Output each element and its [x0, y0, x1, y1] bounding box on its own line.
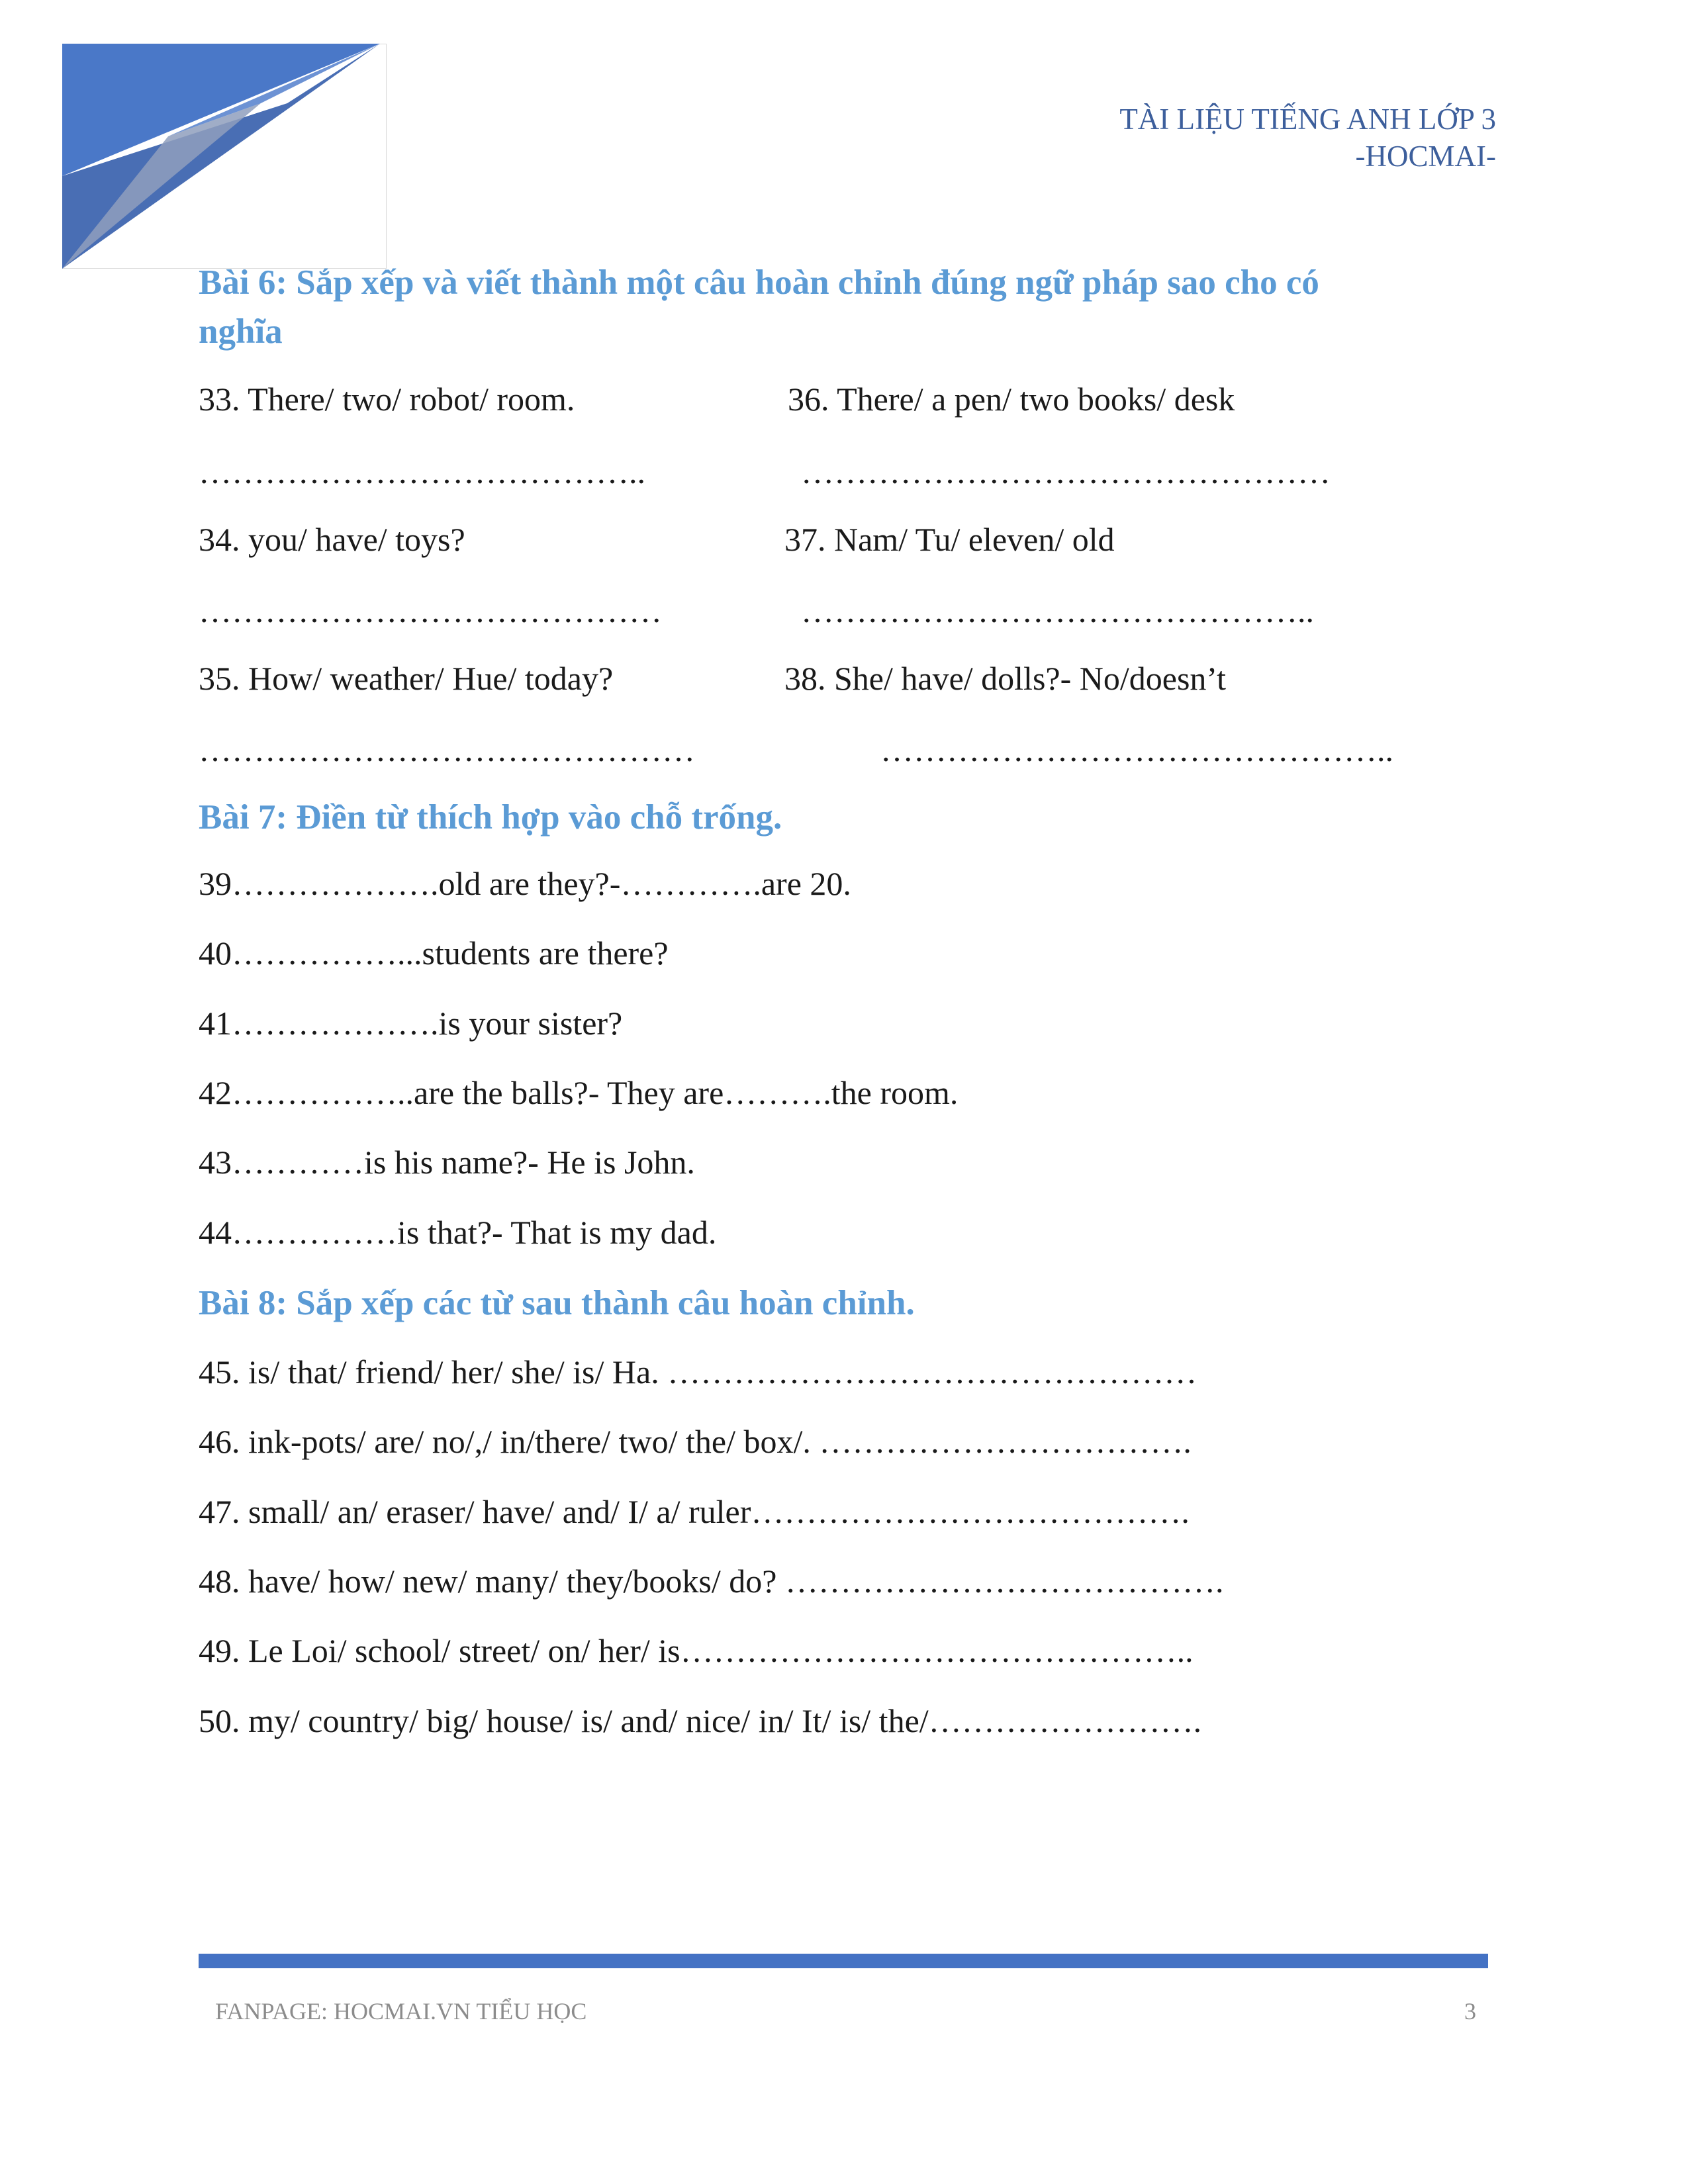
question-43: 43…………is his name?- He is John.: [199, 1144, 695, 1181]
question-44: 44……………is that?- That is my dad.: [199, 1214, 717, 1251]
question-37: 37. Nam/ Tu/ eleven/ old: [784, 521, 1115, 558]
question-35: 35. How/ weather/ Hue/ today?: [199, 660, 614, 697]
question-46: 46. ink-pots/ are/ no/,/ in/there/ two/ the/ box/. …………………………….: [199, 1423, 1192, 1460]
question-36: 36. There/ a pen/ two books/ desk: [788, 381, 1235, 418]
question-50: 50. my/ country/ big/ house/ is/ and/ nice/ in/ It/ is/ the/…………………….: [199, 1702, 1202, 1739]
answer-line-37: ………………………………………..: [801, 592, 1314, 629]
question-41: 41……………….is your sister?: [199, 1005, 623, 1042]
question-49: 49. Le Loi/ school/ street/ on/ her/ is………………………………………..: [199, 1632, 1194, 1669]
corner-decoration: [62, 44, 387, 269]
section-6-heading: [199, 258, 1319, 356]
section-8-heading: Bài 8: Sắp xếp các từ sau thành câu hoàn chỉnh.: [199, 1284, 915, 1322]
question-40: 40……………...students are there?: [199, 934, 669, 972]
question-34: 34. you/ have/ toys?: [199, 521, 465, 558]
answer-line-35: ………………………………………: [199, 731, 695, 768]
answer-line-38: ………………………………………..: [880, 731, 1393, 768]
question-42: 42……………..are the balls?- They are……….the room.: [199, 1074, 959, 1111]
question-48: 48. have/ how/ new/ many/ they/books/ do? ………………………………….: [199, 1563, 1224, 1600]
footer-divider: [199, 1954, 1488, 1968]
header-title: TÀI LIỆU TIẾNG ANH LỚP 3: [1119, 103, 1496, 136]
question-39: 39……………….old are they?-………….are 20.: [199, 865, 851, 902]
footer-fanpage: FANPAGE: HOCMAI.VN TIỂU HỌC: [215, 1998, 587, 2025]
answer-line-33: …………………………………..: [199, 453, 645, 490]
answer-line-36: …………………………………………: [801, 453, 1331, 490]
question-38: 38. She/ have/ dolls?- No/doesn’t: [784, 660, 1227, 697]
question-45: 45. is/ that/ friend/ her/ she/ is/ Ha. …………………………………………: [199, 1353, 1197, 1390]
answer-line-34: ……………………………………: [199, 592, 662, 629]
question-33: 33. There/ two/ robot/ room.: [199, 381, 575, 418]
section-7-heading: Bài 7: Điền từ thích hợp vào chỗ trống.: [199, 798, 782, 837]
page-number: 3: [1464, 1998, 1476, 2025]
header-subtitle: -HOCMAI-: [1355, 140, 1496, 173]
section-6-title-line2: nghĩa: [199, 312, 283, 351]
question-47: 47. small/ an/ eraser/ have/ and/ I/ a/ ruler………………………………….: [199, 1493, 1190, 1530]
section-6-title-line1: Bài 6: Sắp xếp và viết thành một câu hoàn chỉnh đúng ngữ pháp sao cho có: [199, 263, 1319, 302]
document-header: [1119, 101, 1496, 175]
